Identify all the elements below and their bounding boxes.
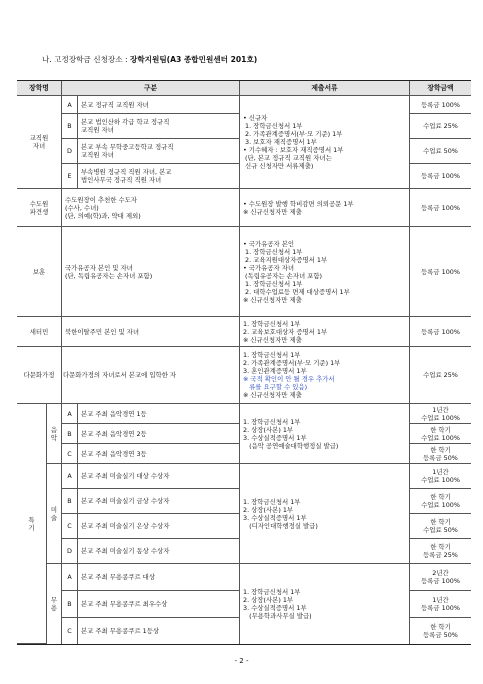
text-line: 2. 상장(사본) 1부	[243, 505, 294, 514]
text-line: 류를 요구할 수 있음)	[243, 383, 308, 391]
text-line: 부속병원 정규직 직원 자녀, 본교	[81, 168, 172, 176]
text-line: 2. 가족관계증명서(부·모 기준) 1부	[243, 359, 341, 367]
staff-documents	[240, 96, 410, 189]
dance-desc-c: 본교 주최 무용콩쿠르 1등상	[78, 618, 240, 644]
bohun-name: 보훈	[17, 227, 62, 317]
staff-desc-b-text	[81, 118, 169, 134]
sudo-documents-text	[243, 200, 354, 216]
text-line: 수업료 100%	[421, 433, 460, 442]
text-line: 1. 장학금신청서 1부	[243, 417, 301, 426]
dance-desc-b: 본교 주최 무용콩쿠르 최우수상	[78, 591, 240, 618]
col-header-category: 구분	[62, 81, 240, 96]
text-line: ※ 신규신청자만 제출	[243, 335, 302, 344]
music-desc-b: 본교 주최 음악경연 2등	[78, 424, 240, 444]
text-line: 자녀	[32, 142, 46, 150]
text-line: 수도원	[29, 199, 49, 208]
text-line: (독립유공자는 손자녀 포함)	[243, 271, 322, 280]
col-header-documents: 제출서류	[240, 81, 410, 96]
music-amount-b	[410, 424, 471, 444]
staff-amount-a: 등록금 100%	[410, 96, 471, 114]
text-line: 3. 수상실적증명서 1부	[243, 604, 307, 612]
art-desc-a: 본교 주최 미술실기 대상 수상자	[78, 464, 240, 489]
art-documents-text	[243, 498, 318, 530]
bohun-desc	[62, 227, 240, 317]
text-line: 한 학기	[430, 543, 451, 551]
dance-amount-a	[410, 564, 471, 591]
staff-documents-text	[243, 114, 343, 170]
multi-name: 다문화가정	[17, 347, 62, 404]
text-line: 2. 상장(사본) 1부	[243, 425, 294, 434]
bohun-documents-text	[243, 240, 350, 304]
staff-name-text	[30, 134, 49, 150]
text-line: 1년간	[432, 596, 449, 604]
text-line: • 국가유공자 자녀	[243, 263, 295, 272]
art-amount-c	[410, 514, 471, 539]
text-line: • 기수혜자 : 보호자 재직증명서 1부	[243, 146, 344, 154]
text-line: (음악 공연예술대학행정실 발급)	[243, 441, 339, 450]
dance-amount-b-text	[421, 596, 460, 612]
text-line: 본교 부속 무학중고등학교 정규직	[81, 143, 174, 151]
text-line: 국가유공자 본인 및 자녀	[65, 263, 133, 272]
text-line: 3. 혼인관계증명서 1부	[243, 367, 307, 375]
art-code-b: B	[62, 489, 78, 514]
bohun-amount: 등록금 100%	[410, 227, 471, 317]
music-documents	[240, 404, 410, 464]
text-line: • 신규자	[243, 114, 268, 122]
text-line: 등록금 50%	[423, 453, 458, 462]
text-line: 법인사무국 정규직 직원 자녀	[81, 176, 162, 184]
dance-label	[47, 564, 62, 644]
sudo-desc	[62, 189, 240, 227]
dance-amount-c	[410, 618, 471, 644]
text-line: 1년간	[432, 405, 449, 414]
text-line: 3. 수상실적증명서 1부	[243, 513, 307, 522]
text-line: 수업료 100%	[421, 413, 460, 422]
text-line: 등록금 100%	[421, 577, 460, 585]
sudo-desc-text	[65, 196, 141, 220]
text-line: 등록금 50%	[423, 631, 458, 639]
multi-docs-newonly: ※ 신규신청자만 제출	[243, 391, 302, 399]
staff-amount-e: 등록금 100%	[410, 164, 471, 189]
title-place: 장학지원팀(A3 종합민원센터 201호)	[130, 55, 258, 64]
saetomin-amount: 등록금 100%	[410, 317, 471, 347]
music-amount-a	[410, 404, 471, 424]
bohun-desc-text	[65, 264, 152, 280]
music-desc-c: 본교 주최 음악경연 3등	[78, 444, 240, 464]
dance-code-a: A	[62, 564, 78, 591]
staff-code-d: D	[62, 139, 78, 164]
text-line: (무용학과사무실 발급)	[243, 612, 312, 620]
text-line: 한 학기	[430, 518, 451, 526]
sudo-name-text	[30, 200, 49, 216]
text-line: 수업료 100%	[421, 501, 460, 509]
text-line: 신규 신청자만 서류제출)	[243, 162, 314, 170]
text-line: 1. 장학금신청서 1부	[243, 351, 301, 359]
text-line: 음	[50, 425, 58, 434]
text-line: 교직원	[29, 134, 49, 142]
music-documents-text	[243, 418, 338, 450]
text-line: • 수도원장 발행 학비감면 의뢰공문 1부	[243, 199, 354, 208]
text-line: 1년간	[432, 468, 449, 476]
multi-docs-note	[243, 375, 340, 391]
staff-desc-a: 본교 정규직 교직원 자녀	[78, 96, 240, 114]
text-line: 악	[50, 433, 58, 442]
title-prefix: 나. 고정장학금 신청장소 :	[42, 55, 128, 64]
text-line: 기	[28, 523, 35, 532]
text-line: 등록금 100%	[421, 604, 460, 612]
music-label-text	[51, 426, 57, 442]
special-name	[17, 404, 47, 644]
music-code-a: A	[62, 404, 78, 424]
text-line: 미	[50, 505, 58, 514]
scholarship-table	[17, 80, 471, 645]
staff-desc-d	[78, 139, 240, 164]
text-line: ※ 신규신청자만 제출	[243, 207, 302, 216]
art-amount-c-text	[423, 518, 458, 534]
dance-amount-a-text	[421, 569, 460, 585]
dance-desc-a: 본교 주최 무용콩쿠르 대상	[78, 564, 240, 591]
section-title	[42, 54, 257, 65]
text-line: (단, 독립유공자는 손자녀 포함)	[65, 271, 153, 280]
bohun-documents	[240, 227, 410, 317]
col-header-amount: 장학금액	[410, 81, 471, 96]
text-line: 2. 가족관계증명서(부·모 기준) 1부	[243, 130, 343, 138]
saetomin-name: 새터민	[17, 317, 62, 347]
staff-code-a: A	[62, 96, 78, 114]
art-label-text	[51, 506, 57, 522]
dance-amount-b	[410, 591, 471, 618]
staff-desc-b	[78, 114, 240, 139]
art-desc-b: 본교 주최 미술실기 금상 수상자	[78, 489, 240, 514]
staff-code-b: B	[62, 114, 78, 139]
text-line: 본교 법인산하 각급 학교 정규직	[81, 118, 170, 126]
text-line: 용	[50, 604, 58, 612]
text-line: 1. 장학금신청서 1부	[243, 588, 301, 596]
music-code-b: B	[62, 424, 78, 444]
staff-desc-e	[78, 164, 240, 189]
text-line: 1. 장학금신청서 1부	[243, 497, 301, 506]
staff-name	[17, 96, 62, 189]
text-line: 한 학기	[430, 623, 451, 631]
sudo-amount: 등록금 100%	[410, 189, 471, 227]
text-line: 3. 보호자 재직증명서 1부	[243, 138, 317, 146]
text-line: 한 학기	[430, 425, 451, 434]
art-amount-d	[410, 539, 471, 564]
art-amount-b	[410, 489, 471, 514]
text-line: 한 학기	[430, 445, 451, 454]
text-line: 수업료 50%	[423, 526, 458, 534]
art-amount-a	[410, 464, 471, 489]
text-line: 특	[28, 515, 35, 524]
text-line: 교직원 자녀	[81, 126, 114, 134]
art-amount-b-text	[421, 493, 460, 509]
text-line: 1. 장학금신청서 1부	[243, 247, 303, 256]
page-number: - 2 -	[234, 657, 249, 665]
art-label	[47, 464, 62, 564]
art-amount-d-text	[423, 543, 458, 559]
dance-documents	[240, 564, 410, 644]
text-line: ※ 국적 확인이 안 될 경우 추가서	[243, 375, 335, 383]
text-line: 2년간	[432, 569, 449, 577]
text-line: 2. 교육지원대상자증명서 1부	[243, 255, 328, 264]
saetomin-documents-text	[243, 320, 327, 344]
text-line: 무	[50, 596, 58, 604]
music-code-c: C	[62, 444, 78, 464]
staff-desc-e-text	[81, 168, 171, 184]
art-code-d: D	[62, 539, 78, 564]
text-line: 1. 장학금신청서 1부	[243, 319, 301, 328]
saetomin-desc: 북한이탈주민 본인 및 자녀	[62, 317, 240, 347]
art-documents	[240, 464, 410, 564]
dance-amount-c-text	[423, 623, 458, 639]
text-line: (디자인대학행정실 발급)	[243, 521, 318, 530]
text-line: (수사, 수녀)	[65, 203, 99, 212]
text-line: 술	[50, 513, 58, 522]
dance-documents-text	[243, 588, 312, 620]
text-line: 한 학기	[430, 493, 451, 501]
music-amount-c-text	[423, 446, 458, 462]
music-label	[47, 404, 62, 464]
staff-desc-d-text	[81, 143, 174, 159]
staff-amount-b: 수업료 25%	[410, 114, 471, 139]
staff-code-e: E	[62, 164, 78, 189]
art-amount-a-text	[421, 468, 460, 484]
multi-desc: 다문화가정의 자녀로서 본교에 입학한 자	[62, 347, 240, 404]
multi-docs-main	[243, 351, 340, 375]
text-line: 교직원 자녀	[81, 151, 114, 159]
music-desc-a: 본교 주최 음악경연 1등	[78, 404, 240, 424]
text-line: ※ 신규신청자만 제출	[243, 295, 302, 304]
music-amount-a-text	[421, 406, 460, 422]
text-line: (단, 의예(학)과, 약대 제외)	[65, 211, 141, 220]
multi-documents	[240, 347, 410, 404]
sudo-name	[17, 189, 62, 227]
text-line: 1. 장학금신청서 1부	[243, 279, 303, 288]
text-line: 2. 대학수업료등 면제 대상증명서 1부	[243, 287, 350, 296]
text-line: (단, 본교 정규직 교직원 자녀는	[243, 154, 332, 162]
dance-code-c: C	[62, 618, 78, 644]
text-line: 2. 상장(사본) 1부	[243, 596, 294, 604]
text-line: 수도원장이 추천한 수도자	[65, 195, 137, 204]
dance-label-text	[51, 596, 57, 612]
text-line: 1. 장학금신청서 1부	[243, 122, 303, 130]
music-amount-c	[410, 444, 471, 464]
art-desc-c: 본교 주최 미술실기 은상 수상자	[78, 514, 240, 539]
text-line: 3. 수상실적증명서 1부	[243, 433, 307, 442]
art-code-c: C	[62, 514, 78, 539]
text-line: • 국가유공자 본인	[243, 239, 295, 248]
dance-code-b: B	[62, 591, 78, 618]
col-header-name: 장학명	[17, 81, 62, 96]
text-line: 2. 교육보호대상자 증명서 1부	[243, 327, 328, 336]
text-line: 파견생	[29, 207, 49, 216]
text-line: 수업료 100%	[421, 476, 460, 484]
art-desc-d: 본교 주최 미술실기 동상 수상자	[78, 539, 240, 564]
sudo-documents	[240, 189, 410, 227]
special-name-text	[28, 516, 34, 532]
music-amount-b-text	[421, 426, 460, 442]
text-line: 등록금 25%	[423, 551, 458, 559]
saetomin-documents	[240, 317, 410, 347]
multi-amount: 수업료 25%	[410, 347, 471, 404]
art-code-a: A	[62, 464, 78, 489]
staff-amount-d: 수업료 50%	[410, 139, 471, 164]
